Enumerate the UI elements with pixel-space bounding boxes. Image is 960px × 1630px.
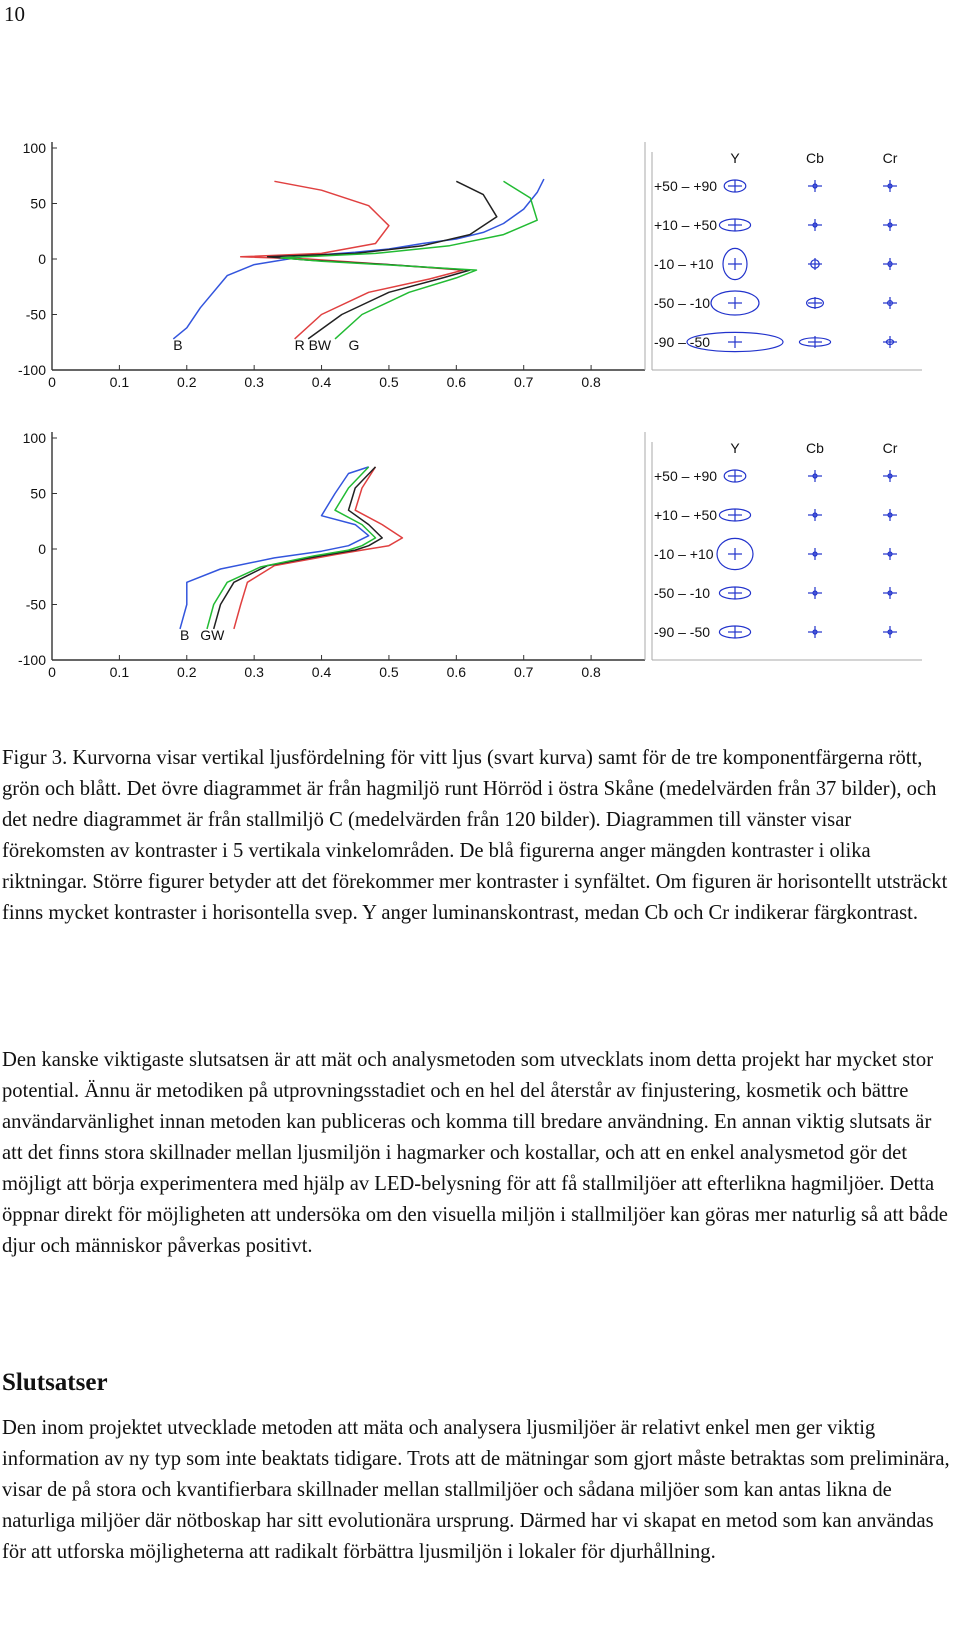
paragraph-conclusions: Den inom projektet utvecklade metoden att mäta och analysera ljusmiljöer är relativt enkel men ger viktig information av ny typ som inte beaktats tidigare. Trots att de mätningar som gjort måste betraktas som preliminära, visar de på stora och kvantifierbara skillnader mellan stallmiljöer och sådana miljöer som kan antas likna de naturliga miljöer där nötboskap har sitt evolutionära ursprung. Därmed har vi skapat en metod som kan användas för att utforska möjligheterna att radikalt förbättra ljusmiljön i lokaler för djurhållning. xyxy=(2,1417,950,1563)
curve-label: B xyxy=(173,337,183,354)
y-tick-label: -50 xyxy=(25,596,46,613)
table-row-label: -90 – -50 xyxy=(654,624,711,640)
y-tick-label: 50 xyxy=(30,195,46,212)
x-tick-label: 0.2 xyxy=(177,664,197,680)
x-tick-label: 0.4 xyxy=(311,664,332,680)
x-tick-label: 0.5 xyxy=(379,664,399,680)
y-tick-label: 0 xyxy=(38,251,46,267)
x-tick-label: 0.5 xyxy=(379,374,399,390)
y-tick-label: 100 xyxy=(22,430,46,446)
x-tick-label: 0.6 xyxy=(446,664,467,680)
curve-label: G xyxy=(348,337,360,354)
y-tick-label: 0 xyxy=(38,541,46,557)
figure-bottom xyxy=(0,420,960,710)
x-tick-label: 0 xyxy=(48,374,56,390)
paragraph-discussion: Den kanske viktigaste slutsatsen är att mät och analysmetoden som utvecklats inom detta projekt har mycket stor potential. Ännu är metodiken på utprovningsstadiet och en hel del återstår av finjustering, kosmetik och bättre användarvänlighet innan metoden kan publiceras och komma till bredare användning. En annan viktig slutsats är att det finns stora skillnader mellan ljusmiljön i hagmarker och kostallar, och att en enkel analysmetod gör det möjligt att börja experimentera med hjälp av LED-belysning för att få stallmiljöer att efterlikna hagmiljöer. Detta öppnar direkt för möjligheten att undersöka om den visuella miljön i stallmiljöer kan göras mer naturlig så att både djur och människor påverkas positivt. xyxy=(2,1049,948,1257)
table-row-label: +10 – +50 xyxy=(654,217,718,233)
y-tick-label: -50 xyxy=(25,306,46,323)
series-line-r xyxy=(234,467,403,629)
table-row-label: -10 – +10 xyxy=(654,256,714,272)
table-row-label: -90 – -50 xyxy=(654,334,711,350)
series-line-g xyxy=(207,467,376,629)
table-header: Y xyxy=(730,440,740,456)
table-header: Cb xyxy=(806,440,824,456)
section-heading: Slutsatser xyxy=(2,1369,108,1396)
series-line-r xyxy=(241,181,463,339)
x-tick-label: 0.6 xyxy=(446,374,467,390)
table-row-label: +10 – +50 xyxy=(654,507,718,523)
table-header: Cr xyxy=(882,440,898,456)
table-header: Cr xyxy=(882,150,898,166)
x-tick-label: 0.2 xyxy=(177,374,197,390)
table-row-label: -50 – -10 xyxy=(654,295,711,311)
x-tick-label: 0 xyxy=(48,664,56,680)
x-tick-label: 0.7 xyxy=(513,664,534,680)
curve-label: B xyxy=(180,627,190,644)
y-tick-label: -100 xyxy=(17,362,46,378)
table-row-label: +50 – +90 xyxy=(654,178,718,194)
table-header: Y xyxy=(730,150,740,166)
x-tick-label: 0.8 xyxy=(581,374,601,390)
x-tick-label: 0.7 xyxy=(513,374,534,390)
table-header: Cb xyxy=(806,150,824,166)
y-tick-label: 100 xyxy=(22,140,46,156)
table-row-label: -50 – -10 xyxy=(654,585,711,601)
curve-label: GW xyxy=(200,627,225,644)
y-tick-label: 50 xyxy=(30,485,46,502)
x-tick-label: 0.1 xyxy=(109,374,130,390)
y-tick-label: -100 xyxy=(17,652,46,668)
table-row-label: +50 – +90 xyxy=(654,468,718,484)
x-tick-label: 0.3 xyxy=(244,664,264,680)
figure-bottom-svg xyxy=(0,420,960,710)
page-number: 10 xyxy=(4,2,25,26)
curve-label: R BW xyxy=(294,337,332,354)
table-row-label: -10 – +10 xyxy=(654,546,714,562)
figure-top-svg xyxy=(0,130,960,420)
series-line-b xyxy=(180,467,369,629)
x-tick-label: 0.1 xyxy=(109,664,130,680)
x-tick-label: 0.3 xyxy=(244,374,264,390)
figure-caption: Figur 3. Kurvorna visar vertikal ljusfördelning för vitt ljus (svart kurva) samt för de tre komponentfärgerna rött, grön och blått. Det övre diagrammet är från hagmiljö runt Hörröd i östra Skåne (medelvärden från 37 bilder), och det nedre diagrammet är från stallmiljö C (medelvärden från 120 bilder). Diagrammen till vänster visar förekomsten av kontraster i 5 vertikala vinkelområden. De blå figurerna anger mängden kontraster i olika riktningar. Större figurer betyder att det förekommer mer kontraster i synfältet. Om figuren är horisontellt utsträckt finns mycket kontraster i horisontella svep. Y anger luminanskontrast, medan Cb och Cr indikerar färgkontrast. xyxy=(2,747,948,924)
x-tick-label: 0.8 xyxy=(581,664,601,680)
figure-top xyxy=(0,130,960,420)
x-tick-label: 0.4 xyxy=(311,374,332,390)
